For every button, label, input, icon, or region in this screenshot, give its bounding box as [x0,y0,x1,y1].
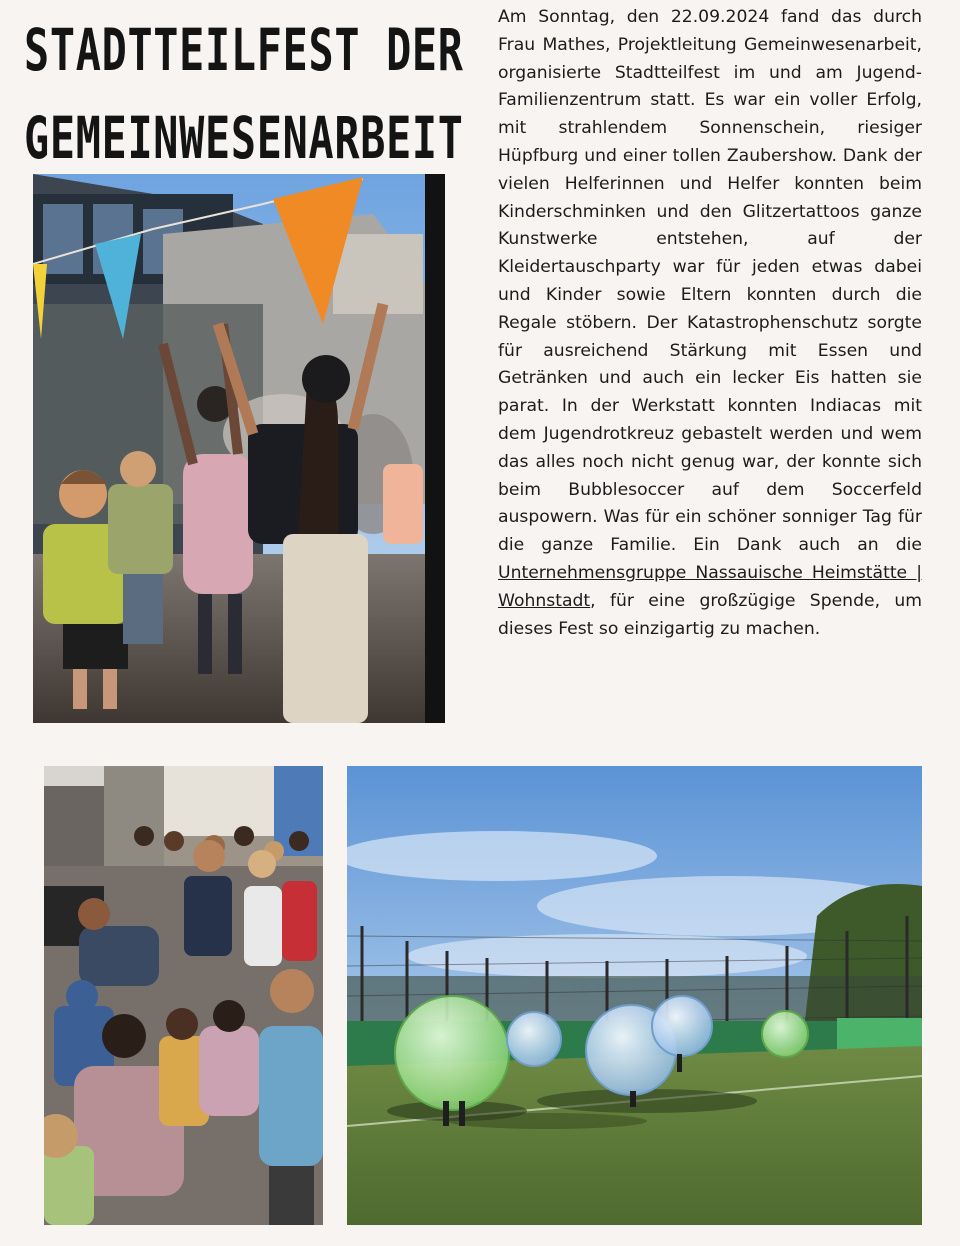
title-line-2: GEMEINWESENARBEIT [24,104,464,172]
page-title [24,6,464,182]
photo-kids-audience-illustration [44,766,323,1225]
photo-festival-dance-illustration [33,174,445,723]
sponsor-link[interactable]: Unternehmensgruppe Nassauische Heimstätte | Wohnstadt [498,562,922,611]
photo-bubble-soccer [347,766,922,1225]
photo-festival-dance [33,174,445,723]
photo-kids-audience [44,766,323,1225]
article-text [498,4,922,643]
article-closing: , für eine großzügige Spende, um dieses Fest so einzigartig zu machen. [498,590,922,639]
photo-bubble-soccer-illustration [347,766,922,1225]
article-body: Am Sonntag, den 22.09.2024 fand das durch Frau Mathes, Projektleitung Gemeinwesenarbeit, organisierte Stadtteilfest im und am Jugend-Familienzentrum statt. Es war ein voller Erfolg, mit strahlendem Sonnenschein, riesiger Hüpfburg und einer tollen Zaubershow. Dank der vielen Helferinnen und Helfer konnten beim Kinderschminken und den Glitzertattoos ganze Kunstwerke entstehen, auf der Kleidertauschparty war für jeden etwas dabei und Kinder sowie Eltern konnten durch die Regale stöbern. Der Katastrophenschutz sorgte für ausreichend Stärkung mit Essen und Getränken und auch ein lecker Eis hatten sie parat. In der Werkstatt konnten Indiacas mit dem Jugendrotkreuz gebastelt werden und wem das alles noch nicht genug war, der konnte sich beim Bubblesoccer auf dem Soccerfeld auspowern. Was für ein schöner sonniger Tag für die ganze Familie. Ein Dank auch an die [498,7,922,556]
title-line-1: STADTTEILFEST DER [24,16,464,84]
